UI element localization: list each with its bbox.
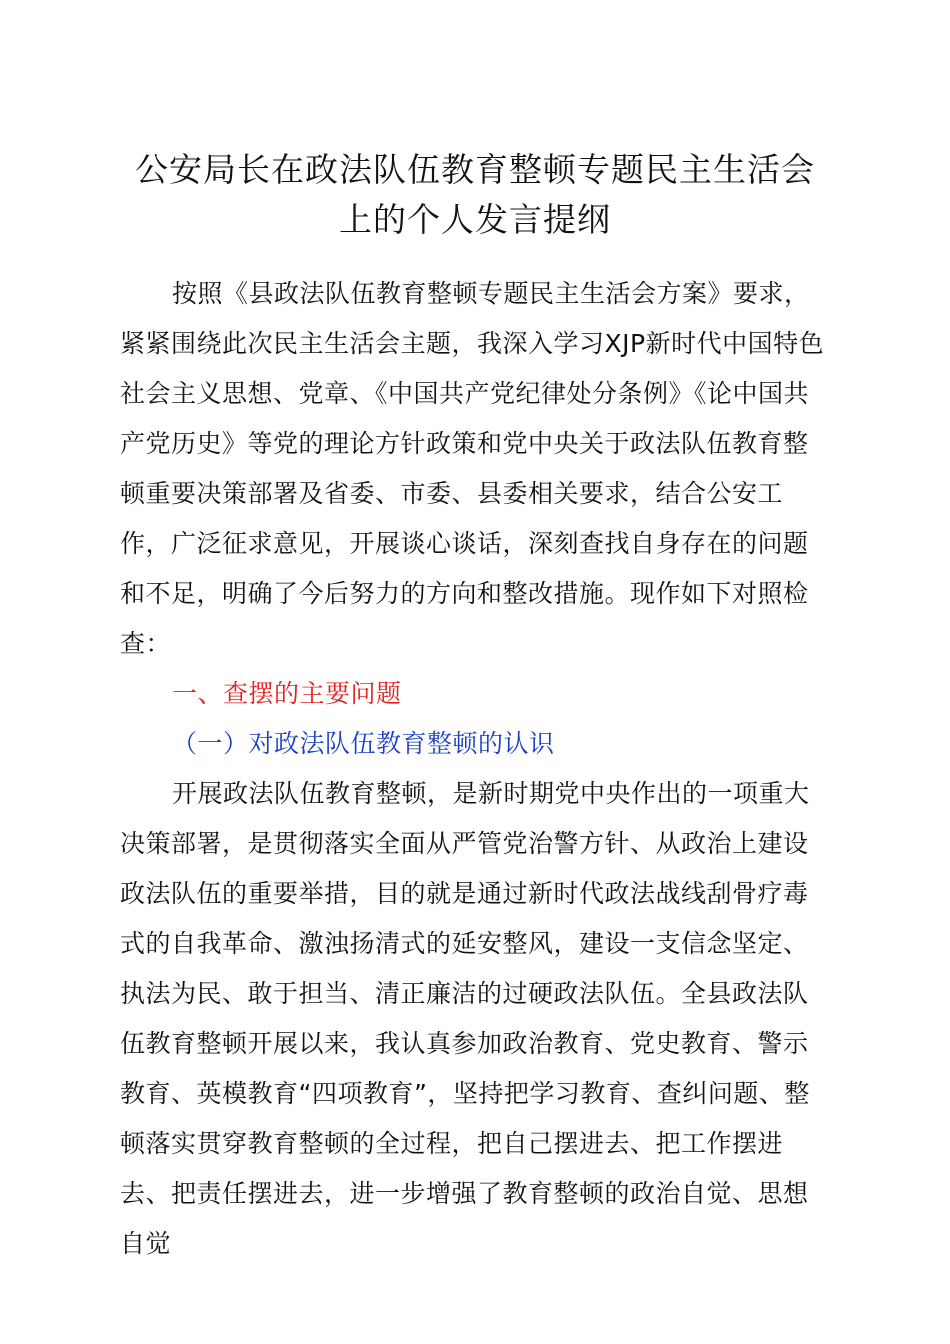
intro-paragraph: 按照《县政法队伍教育整顿专题民主生活会方案》要求，紧紧围绕此次民主生活会主题，我深入学习XJP新时代中国特色社会主义思想、党章、《中国共产党纪律处分条例》《论中国共产党历史》等党的理论方针政策和党中央关于政法队伍教育整顿重要决策部署及省委、市委、县委相关要求，结合公安工作，广泛征求意见，开展谈心谈话，深刻查找自身存在的问题和不足，明确了今后努力的方向和整改措施。现作如下对照检查： — [120, 279, 825, 658]
title-line-2: 上的个人发言提纲 — [339, 200, 611, 239]
document-title — [120, 145, 830, 245]
section-heading-1: 一、查摆的主要问题 — [172, 679, 402, 708]
title-line-1: 公安局长在政法队伍教育整顿专题民主生活会 — [135, 150, 815, 189]
body-paragraph: 开展政法队伍教育整顿，是新时期党中央作出的一项重大决策部署，是贯彻落实全面从严管党治警方针、从政治上建设政法队伍的重要举措，目的就是通过新时代政法战线刮骨疗毒式的自我革命、激浊扬清式的延安整风，建设一支信念坚定、执法为民、敢于担当、清正廉洁的过硬政法队伍。全县政法队伍教育整顿开展以来，我认真参加政治教育、党史教育、警示教育、英模教育“四项教育”，坚持把学习教育、查纠问题、整顿落实贯穿教育整顿的全过程，把自己摆进去、把工作摆进去、把责任摆进去，进一步增强了教育整顿的政治自觉、思想自觉 — [120, 779, 810, 1258]
subsection-heading-1: （一）对政法队伍教育整顿的认识 — [172, 729, 555, 758]
